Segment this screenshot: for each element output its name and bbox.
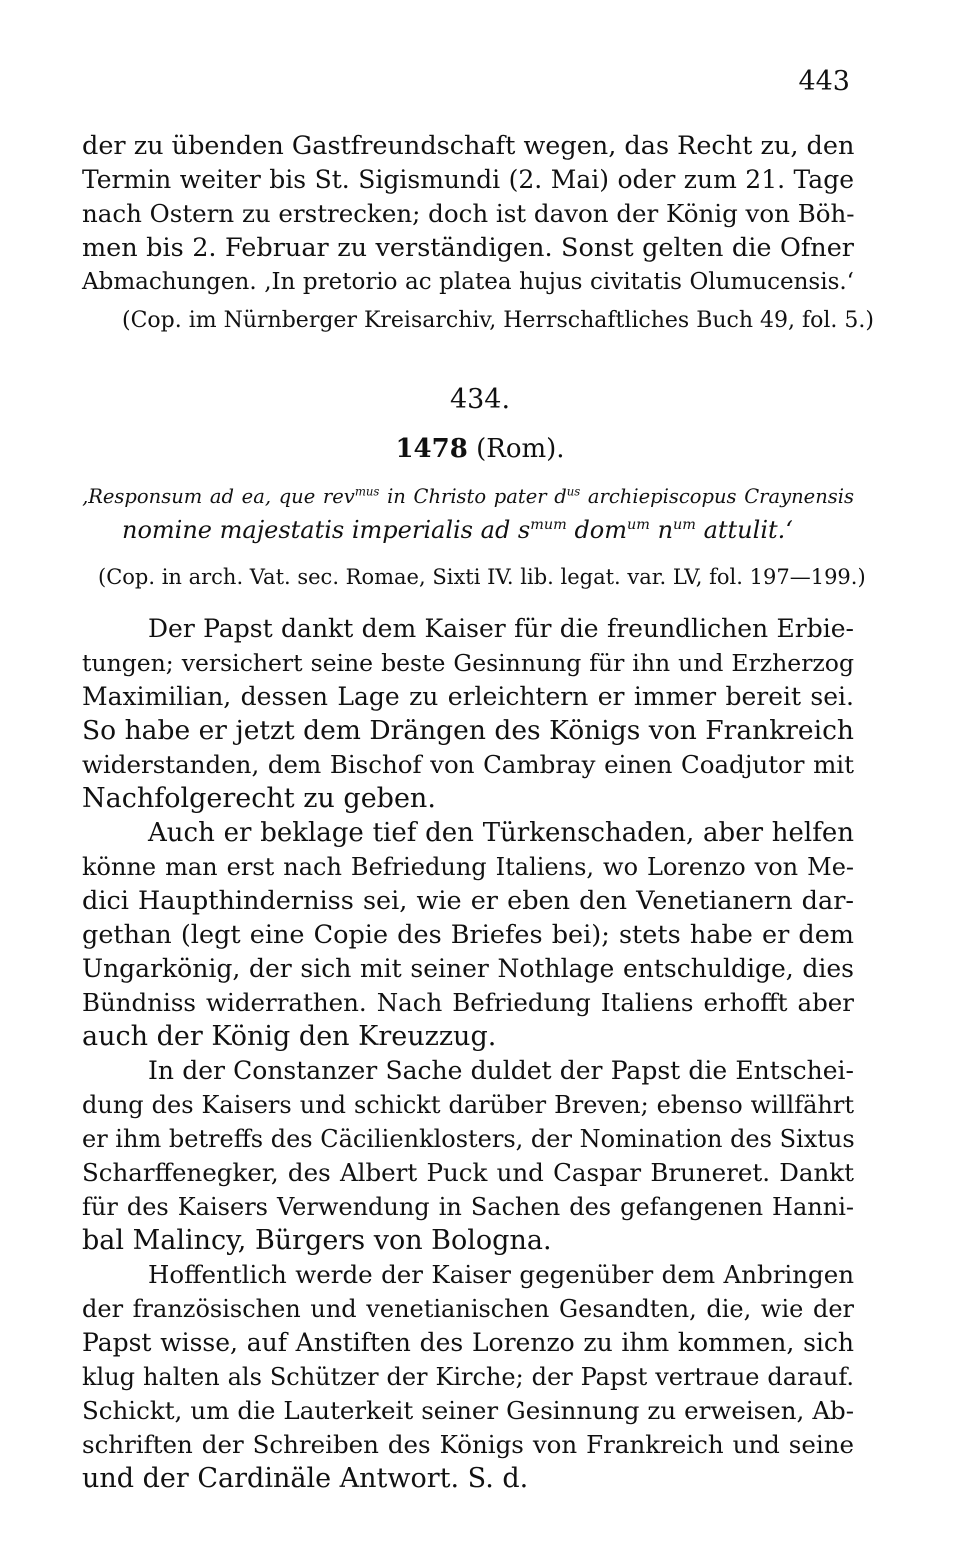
text-line: klug halten als Schützer der Kirche; der Papst vertraue darauf. — [82, 1363, 854, 1391]
title-superscript: mum — [530, 517, 567, 533]
text-line: Scharffenegker, des Albert Puck und Caspar Bruneret. Dankt — [82, 1158, 854, 1187]
text-line: und der Cardinäle Antwort. S. d. — [82, 1463, 529, 1494]
prev-citation: (Cop. im Nürnberger Kreisarchiv, Herrschaftliches Buch 49, fol. 5.) — [122, 308, 874, 333]
text-line: für des Kaisers Verwendung in Sachen des gefangenen Hanni- — [82, 1193, 854, 1221]
text-line: Ungarkönig, der sich mit seiner Nothlage entschuldige, dies — [82, 954, 854, 983]
text-line: Auch er beklage tief den Türkenschaden, aber helfen — [148, 818, 854, 848]
title-text: attulit.‘ — [695, 516, 793, 544]
text-line: Papst wisse, auf Anstiften des Lorenzo zu ihm kommen, sich — [82, 1328, 854, 1357]
text-line: So habe er jetzt dem Drängen des Königs von Frankreich — [82, 715, 854, 746]
entry-title-line-1 — [82, 482, 854, 512]
text-line: widerstanden, dem Bischof von Cambray einen Coadjutor mit — [82, 750, 854, 779]
text-line: gethan (legt eine Copie des Briefes bei); stets habe er dem — [82, 920, 854, 950]
text-line: nach Ostern zu erstrecken; doch ist davon der König von Böh- — [82, 199, 855, 228]
title-text: in Christo pater d — [379, 485, 567, 508]
title-text: nomine majestatis imperialis ad s — [122, 516, 531, 544]
title-text: archiepiscopus Craynensis — [580, 485, 854, 508]
text-line: Maximilian, dessen Lage zu erleichtern er immer bereit sei. — [82, 682, 854, 711]
title-text: n — [649, 516, 674, 544]
text-line: Bündniss widerrathen. Nach Befriedung Italiens erhofft aber — [82, 988, 854, 1017]
title-text: ‚Responsum ad ea, que rev — [82, 485, 355, 508]
text-line: Abmachungen. ‚In pretorio ac platea hujus civitatis Olumucensis.‘ — [82, 269, 854, 295]
entry-year: 1478 — [395, 434, 468, 464]
text-line: schriften der Schreiben des Königs von Frankreich und seine — [82, 1430, 854, 1459]
text-line: Schickt, um die Lauterkeit seiner Gesinnung zu erweisen, Ab- — [82, 1396, 854, 1425]
title-superscript: mus — [354, 484, 380, 499]
entry-title-line-2 — [122, 515, 793, 545]
title-superscript: um — [673, 517, 696, 533]
title-text: dom — [566, 516, 628, 544]
page-number: 443 — [798, 66, 850, 97]
text-line: Termin weiter bis St. Sigismundi (2. Mai) oder zum 21. Tage — [82, 165, 854, 194]
entry-place: (Rom). — [476, 434, 565, 464]
entry-number: 434. — [449, 384, 511, 415]
text-line: der zu übenden Gastfreundschaft wegen, das Recht zu, den — [82, 131, 855, 161]
text-line: Nachfolgerecht zu geben. — [82, 783, 436, 814]
text-line: bal Malincy, Bürgers von Bologna. — [82, 1225, 552, 1256]
text-line: Hoffentlich werde der Kaiser gegenüber dem Anbringen — [148, 1260, 854, 1289]
text-line: In der Constanzer Sache duldet der Papst die Entschei- — [148, 1056, 854, 1085]
text-line: dung des Kaisers und schickt darüber Breven; ebenso willfährt — [82, 1091, 854, 1119]
title-superscript: us — [566, 484, 581, 499]
text-line: er ihm betreffs des Cäcilienklosters, der Nomination des Sixtus — [82, 1125, 855, 1153]
entry-citation: (Cop. in arch. Vat. sec. Romae, Sixti IV. lib. legat. var. LV, fol. 197—199.) — [98, 565, 866, 589]
text-line: auch der König den Kreuzzug. — [82, 1021, 497, 1052]
title-superscript: um — [627, 517, 650, 533]
text-line: der französischen und venetianischen Gesandten, die, wie der — [82, 1295, 854, 1323]
text-line: dici Haupthinderniss sei, wie er eben den Venetianern dar- — [82, 886, 854, 916]
entry-date — [0, 432, 960, 466]
text-line: men bis 2. Februar zu verständigen. Sonst gelten die Ofner — [82, 233, 854, 263]
text-line: könne man erst nach Befriedung Italiens, wo Lorenzo von Me- — [82, 853, 854, 881]
text-line: Der Papst dankt dem Kaiser für die freundlichen Erbie- — [148, 614, 854, 643]
text-line: tungen; versichert seine beste Gesinnung für ihn und Erzherzog — [82, 649, 854, 677]
